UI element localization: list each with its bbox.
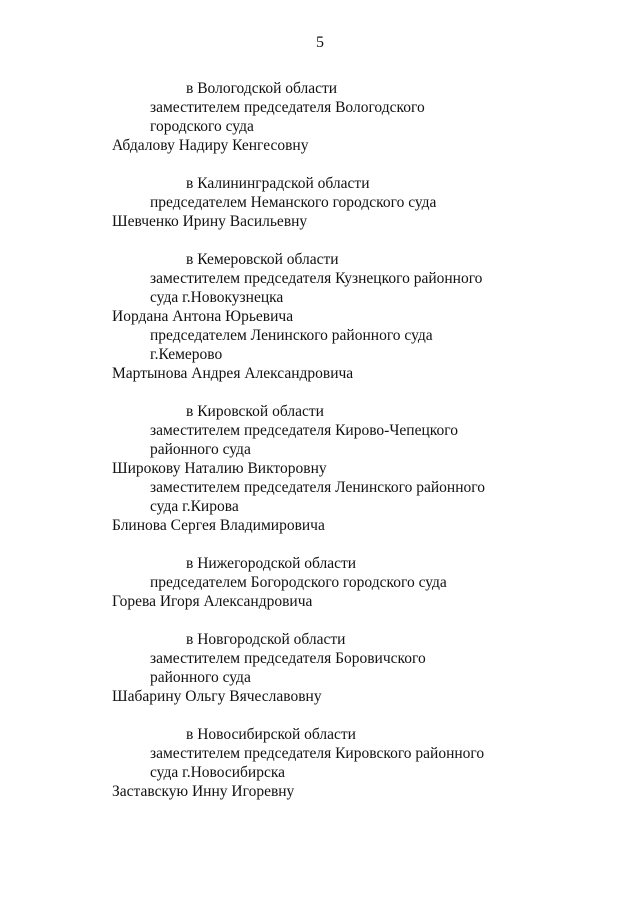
- appointment-entry: [0, 269, 640, 326]
- person-name: Шевченко Ирину Васильевну: [112, 213, 308, 230]
- person-name: Широкову Наталию Викторовну: [112, 460, 327, 477]
- region-heading: в Нижегородской области: [186, 555, 357, 572]
- person-name: Блинова Сергея Владимировича: [112, 517, 325, 534]
- position-line: районного суда: [150, 441, 251, 458]
- position-line: районного суда: [150, 669, 251, 686]
- position-line: заместителем председателя Кирово-Чепецкого: [150, 422, 458, 439]
- person-name: Горева Игоря Александровича: [112, 593, 313, 610]
- region-heading: в Вологодской области: [186, 80, 338, 97]
- appointment-entry: [0, 421, 640, 478]
- region-section: [0, 725, 640, 801]
- position-line: городского суда: [150, 118, 254, 135]
- position-line: суда г.Кирова: [150, 498, 239, 515]
- position-line: суда г.Новосибирска: [150, 764, 286, 781]
- person-name: Абдалову Надиру Кенгесовну: [112, 137, 309, 154]
- appointment-entry: [0, 193, 640, 231]
- position-line: председателем Богородского городского суда: [150, 574, 447, 591]
- person-name: Заставскую Инну Игоревну: [112, 783, 295, 800]
- region-heading: в Кировской области: [186, 403, 324, 420]
- region-section: [0, 630, 640, 706]
- appointment-entry: [0, 326, 640, 383]
- position-line: председателем Ленинского районного суда: [150, 327, 433, 344]
- region-heading: в Новосибирской области: [186, 726, 356, 743]
- document-body: [0, 79, 640, 820]
- position-line: заместителем председателя Ленинского районного: [150, 479, 485, 496]
- region-section: [0, 79, 640, 155]
- position-line: г.Кемерово: [150, 346, 223, 363]
- position-line: председателем Неманского городского суда: [150, 194, 437, 211]
- region-section: [0, 402, 640, 535]
- region-section: [0, 554, 640, 611]
- region-heading: в Новгородской области: [186, 631, 346, 648]
- person-name: Шабарину Ольгу Вячеславовну: [112, 688, 322, 705]
- person-name: Мартынова Андрея Александровича: [112, 365, 354, 382]
- region-section: [0, 174, 640, 231]
- region-section: [0, 250, 640, 383]
- appointment-entry: [0, 98, 640, 155]
- appointment-entry: [0, 478, 640, 535]
- person-name: Иордана Антона Юрьевича: [112, 308, 294, 325]
- appointment-entry: [0, 744, 640, 801]
- position-line: заместителем председателя Кировского районного: [150, 745, 485, 762]
- region-heading: в Кемеровской области: [186, 251, 339, 268]
- appointment-entry: [0, 649, 640, 706]
- region-heading: в Калининградской области: [186, 175, 370, 192]
- appointment-entry: [0, 573, 640, 611]
- position-line: заместителем председателя Вологодского: [150, 99, 425, 116]
- position-line: суда г.Новокузнецка: [150, 289, 284, 306]
- position-line: заместителем председателя Боровичского: [150, 650, 426, 667]
- page-number: 5: [316, 34, 324, 51]
- position-line: заместителем председателя Кузнецкого районного: [150, 270, 483, 287]
